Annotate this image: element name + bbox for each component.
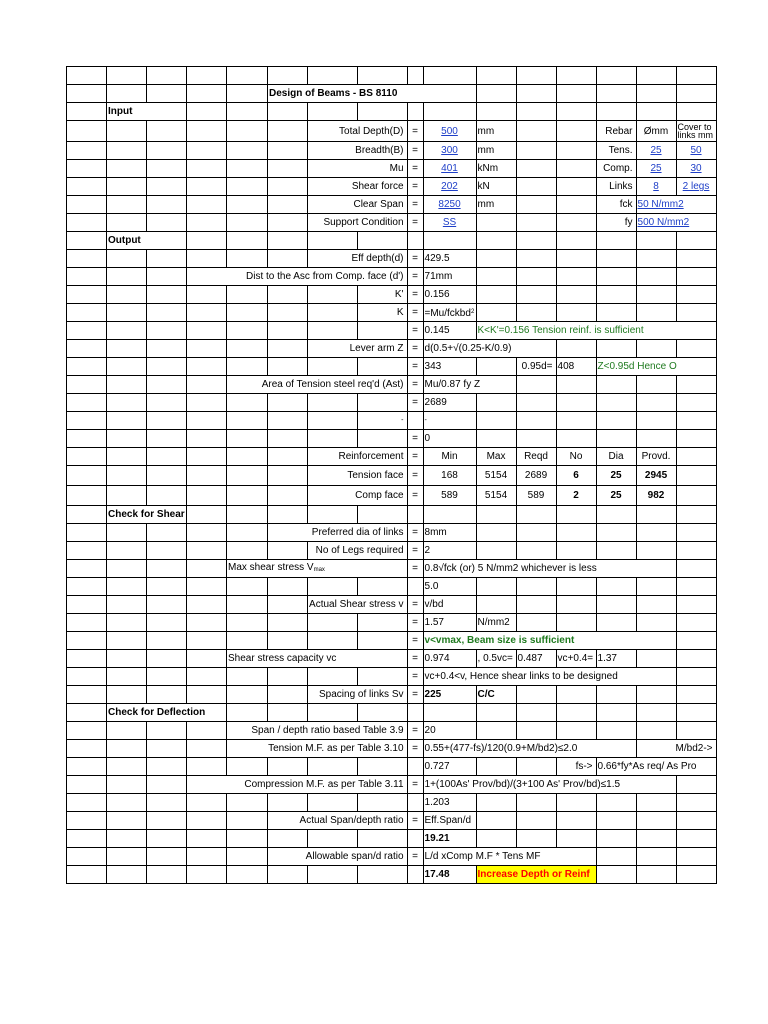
label-dist-asc: Dist to the Asc from Comp. face (d') bbox=[187, 268, 408, 286]
zero-value: 0 bbox=[423, 430, 476, 448]
k-prime-value: 0.156 bbox=[423, 286, 476, 304]
label-actual-shear: Actual Shear stress v bbox=[308, 596, 408, 614]
warning-note: Increase Depth or Reinf bbox=[476, 866, 596, 884]
label-actual-span-depth: Actual Span/depth ratio bbox=[268, 812, 408, 830]
actual-shear-formula: v/bd bbox=[423, 596, 476, 614]
unit-nmm2: N/mm2 bbox=[476, 614, 516, 632]
unit-knm: kNm bbox=[476, 160, 516, 178]
no-legs-value: 2 bbox=[423, 542, 476, 560]
equals-sign: = bbox=[407, 178, 423, 196]
equals-sign: = bbox=[407, 250, 423, 268]
equals-sign: = bbox=[407, 632, 423, 650]
table-cell: 25 bbox=[596, 486, 636, 506]
label-tension-mf: Tension M.F. as per Table 3.10 bbox=[227, 740, 408, 758]
compression-mf-value: 1.203 bbox=[423, 794, 476, 812]
equals-sign: = bbox=[407, 142, 423, 160]
tension-mf-value: 0.727 bbox=[423, 758, 476, 776]
label-tension-face: Tension face bbox=[308, 466, 408, 486]
label-095d: 0.95d= bbox=[516, 358, 556, 376]
equals-sign: = bbox=[407, 430, 423, 448]
equals-sign: = bbox=[407, 542, 423, 560]
tens-dia-input[interactable]: 25 bbox=[636, 142, 676, 160]
label-ast: Area of Tension steel req'd (Ast) bbox=[227, 376, 408, 394]
equals-sign: = bbox=[407, 160, 423, 178]
support-condition-input[interactable]: SS bbox=[423, 214, 476, 232]
table-cell: 982 bbox=[636, 486, 676, 506]
ast-value: 2689 bbox=[423, 394, 476, 412]
allowable-span-formula: L/d xComp M.F * Tens MF bbox=[423, 848, 596, 866]
label-shear-force: Shear force bbox=[308, 178, 408, 196]
label-shear-capacity: Shear stress capacity vc bbox=[227, 650, 408, 668]
equals-sign: = bbox=[407, 560, 423, 578]
unit-kn: kN bbox=[476, 178, 516, 196]
label-eff-depth: Eff depth(d) bbox=[308, 250, 408, 268]
label-no-legs: No of Legs required bbox=[308, 542, 408, 560]
equals-sign: = bbox=[407, 466, 423, 486]
k-check-note: K<K'=0.156 Tension reinf. is sufficient bbox=[476, 322, 716, 340]
section-input: Input bbox=[107, 103, 187, 121]
lever-arm-formula: d(0.5+√(0.25-K/0.9) bbox=[423, 340, 556, 358]
mbd2-label: M/bd2-> bbox=[636, 740, 716, 758]
links-dia-input[interactable]: 8 bbox=[636, 178, 676, 196]
equals-sign: = bbox=[407, 286, 423, 304]
vc-value: 0.974 bbox=[423, 650, 476, 668]
equals-sign: = bbox=[407, 776, 423, 794]
k-formula: =Mu/fckbd$^2$ bbox=[423, 304, 476, 322]
vc-plus-value: 1.37 bbox=[596, 650, 636, 668]
label-span-depth-ratio: Span / depth ratio based Table 3.9 bbox=[227, 722, 408, 740]
label-breadth: Breadth(B) bbox=[308, 142, 408, 160]
label-support-condition: Support Condition bbox=[308, 214, 408, 232]
shear-force-input[interactable]: 202 bbox=[423, 178, 476, 196]
table-cell: 168 bbox=[423, 466, 476, 486]
label-lever-arm: Lever arm Z bbox=[308, 340, 408, 358]
reinf-header: Max bbox=[476, 448, 516, 466]
k-value: 0.145 bbox=[423, 322, 476, 340]
unit-mm: mm bbox=[476, 196, 516, 214]
reinf-header: Dia bbox=[596, 448, 636, 466]
equals-sign: = bbox=[407, 686, 423, 704]
breadth-input[interactable]: 300 bbox=[423, 142, 476, 160]
tension-mf-formula: 0.55+(477-fs)/120(0.9+M/bd2)≤2.0 bbox=[423, 740, 636, 758]
fy-input[interactable]: 500 N/mm2 bbox=[636, 214, 716, 232]
dist-asc-value: 71mm bbox=[423, 268, 476, 286]
total-depth-input[interactable]: 500 bbox=[423, 121, 476, 142]
fck-label: fck bbox=[596, 196, 636, 214]
label-clear-span: Clear Span bbox=[308, 196, 408, 214]
half-vc-value: 0.487 bbox=[516, 650, 556, 668]
reinf-header: Min bbox=[423, 448, 476, 466]
equals-sign: = bbox=[407, 524, 423, 542]
max-shear-formula: 0.8√fck (or) 5 N/mm2 whichever is less bbox=[423, 560, 676, 578]
links-label: Links bbox=[596, 178, 636, 196]
label-mu: Mu bbox=[308, 160, 408, 178]
equals-sign: = bbox=[407, 304, 423, 322]
actual-span-depth-formula: Eff.Span/d bbox=[423, 812, 476, 830]
allowable-span-value: 17.48 bbox=[423, 866, 476, 884]
unit-mm: mm bbox=[476, 121, 516, 142]
reinf-header: No bbox=[556, 448, 596, 466]
table-cell: 589 bbox=[423, 486, 476, 506]
spreadsheet-grid bbox=[66, 66, 717, 884]
links-legs-input[interactable]: 2 legs bbox=[676, 178, 716, 196]
spacing-links-value: 225 bbox=[423, 686, 476, 704]
tens-cover-input[interactable]: 50 bbox=[676, 142, 716, 160]
shear-links-note: vc+0.4<v, Hence shear links to be designed bbox=[423, 668, 676, 686]
table-cell: 25 bbox=[596, 466, 636, 486]
section-deflection: Check for Deflection bbox=[107, 704, 227, 722]
dash-value: - bbox=[423, 412, 476, 430]
sheet-title: Design of Beams - BS 8110 bbox=[268, 85, 477, 103]
equals-sign: = bbox=[407, 614, 423, 632]
fs-label: fs-> bbox=[556, 758, 596, 776]
equals-sign: = bbox=[407, 358, 423, 376]
rebar-header: Rebar bbox=[596, 121, 636, 142]
section-shear: Check for Shear bbox=[107, 506, 187, 524]
label-pref-dia: Preferred dia of links bbox=[268, 524, 408, 542]
equals-sign: = bbox=[407, 740, 423, 758]
label-vc-plus: vc+0.4= bbox=[556, 650, 596, 668]
table-cell: 2 bbox=[556, 486, 596, 506]
table-cell: 5154 bbox=[476, 466, 516, 486]
label-reinforcement: Reinforcement bbox=[308, 448, 408, 466]
equals-sign: = bbox=[407, 668, 423, 686]
equals-sign: = bbox=[407, 376, 423, 394]
ast-formula: Mu/0.87 fy Z bbox=[423, 376, 516, 394]
reinf-header: Provd. bbox=[636, 448, 676, 466]
label-spacing-links: Spacing of links Sv bbox=[308, 686, 408, 704]
equals-sign: = bbox=[407, 812, 423, 830]
shear-size-note: v<vmax, Beam size is sufficient bbox=[423, 632, 676, 650]
label-k-prime: K' bbox=[358, 286, 407, 304]
reinf-header: Reqd bbox=[516, 448, 556, 466]
lever-arm-value: 343 bbox=[423, 358, 476, 376]
label-total-depth: Total Depth(D) bbox=[308, 121, 408, 142]
fck-input[interactable]: 50 N/mm2 bbox=[636, 196, 716, 214]
unit-mm: mm bbox=[476, 142, 516, 160]
table-cell: 5154 bbox=[476, 486, 516, 506]
label-k: K bbox=[358, 304, 407, 322]
equals-sign: = bbox=[407, 722, 423, 740]
label-compression-mf: Compression M.F. as per Table 3.11 bbox=[187, 776, 408, 794]
equals-sign: = bbox=[407, 448, 423, 466]
eff-depth-value: 429.5 bbox=[423, 250, 476, 268]
dia-header: Ømm bbox=[636, 121, 676, 142]
pref-dia-value: 8mm bbox=[423, 524, 476, 542]
table-cell: 2689 bbox=[516, 466, 556, 486]
label-comp-face: Comp face bbox=[308, 486, 408, 506]
equals-sign: = bbox=[407, 268, 423, 286]
equals-sign: = bbox=[407, 121, 423, 142]
table-cell: 589 bbox=[516, 486, 556, 506]
value-095d: 408 bbox=[556, 358, 596, 376]
equals-sign: = bbox=[407, 394, 423, 412]
z-check-note: Z<0.95d Hence O bbox=[596, 358, 716, 376]
equals-sign: = bbox=[407, 848, 423, 866]
comp-dia-input[interactable]: 25 bbox=[636, 160, 676, 178]
label-half-vc: , 0.5vc= bbox=[476, 650, 516, 668]
compression-mf-formula: 1+(100As' Prov/bd)/(3+100 As' Prov/bd)≤1.5 bbox=[423, 776, 676, 794]
equals-sign: = bbox=[407, 214, 423, 232]
equals-sign: = bbox=[407, 596, 423, 614]
comp-cover-input[interactable]: 30 bbox=[676, 160, 716, 178]
cover-header: Cover to links mm bbox=[676, 121, 716, 142]
actual-span-depth-value: 19.21 bbox=[423, 830, 476, 848]
fs-formula: 0.66*fy*As req/ As Pro bbox=[596, 758, 716, 776]
table-cell: 6 bbox=[556, 466, 596, 486]
equals-sign: = bbox=[407, 322, 423, 340]
table-cell: 2945 bbox=[636, 466, 676, 486]
tens-label: Tens. bbox=[596, 142, 636, 160]
equals-sign: = bbox=[407, 650, 423, 668]
equals-sign: = bbox=[407, 486, 423, 506]
section-output: Output bbox=[107, 232, 187, 250]
clear-span-input[interactable]: 8250 bbox=[423, 196, 476, 214]
dash-label: - bbox=[358, 412, 407, 430]
label-allowable-span: Allowable span/d ratio bbox=[268, 848, 408, 866]
mu-input[interactable]: 401 bbox=[423, 160, 476, 178]
equals-sign: = bbox=[407, 196, 423, 214]
span-depth-value: 20 bbox=[423, 722, 476, 740]
label-max-shear: Max shear stress $V_{max}$ bbox=[227, 560, 408, 578]
fy-label: fy bbox=[596, 214, 636, 232]
unit-cc: C/C bbox=[476, 686, 516, 704]
max-shear-value: 5.0 bbox=[423, 578, 476, 596]
actual-shear-value: 1.57 bbox=[423, 614, 476, 632]
equals-sign: = bbox=[407, 340, 423, 358]
comp-label: Comp. bbox=[596, 160, 636, 178]
